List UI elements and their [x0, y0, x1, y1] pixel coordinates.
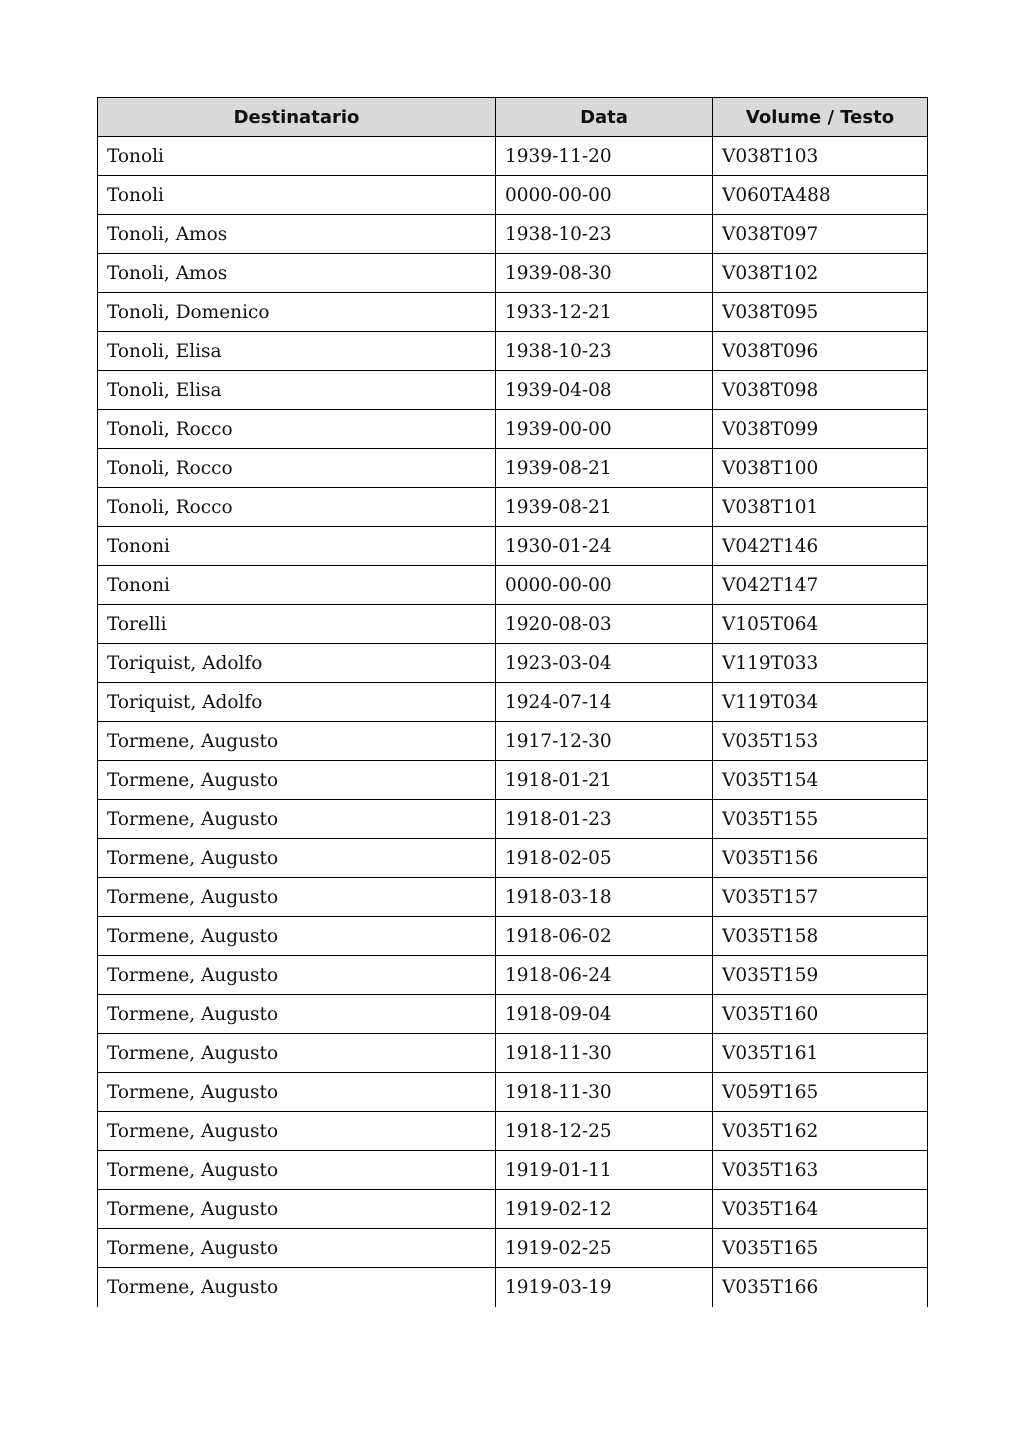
cell-volume-testo: V035T165 [713, 1229, 928, 1268]
table-row [98, 1229, 928, 1268]
cell-data: 1939-00-00 [496, 410, 713, 449]
cell-destinatario: Tononi [98, 527, 496, 566]
cell-data: 1939-08-21 [496, 449, 713, 488]
cell-volume-testo: V059T165 [713, 1073, 928, 1112]
cell-destinatario: Tormene, Augusto [98, 956, 496, 995]
table-row [98, 839, 928, 878]
cell-data: 1933-12-21 [496, 293, 713, 332]
cell-data: 1918-11-30 [496, 1034, 713, 1073]
column-header-volume-testo: Volume / Testo [713, 98, 928, 137]
table-header [98, 98, 928, 137]
cell-destinatario: Tonoli, Amos [98, 215, 496, 254]
table-row [98, 683, 928, 722]
table-body [98, 137, 928, 1307]
cell-data: 1919-03-19 [496, 1268, 713, 1307]
table-row [98, 917, 928, 956]
cell-data: 1919-02-25 [496, 1229, 713, 1268]
cell-volume-testo: V035T164 [713, 1190, 928, 1229]
cell-data: 1919-01-11 [496, 1151, 713, 1190]
cell-volume-testo: V035T154 [713, 761, 928, 800]
column-header-destinatario: Destinatario [98, 98, 496, 137]
table-row [98, 371, 928, 410]
cell-destinatario: Tononi [98, 566, 496, 605]
table-row [98, 956, 928, 995]
column-header-data: Data [496, 98, 713, 137]
table-row [98, 1151, 928, 1190]
cell-destinatario: Tormene, Augusto [98, 995, 496, 1034]
cell-destinatario: Tonoli [98, 137, 496, 176]
cell-data: 1938-10-23 [496, 215, 713, 254]
table-row [98, 449, 928, 488]
cell-volume-testo: V038T100 [713, 449, 928, 488]
cell-volume-testo: V038T099 [713, 410, 928, 449]
cell-volume-testo: V035T161 [713, 1034, 928, 1073]
cell-destinatario: Tormene, Augusto [98, 878, 496, 917]
cell-data: 1939-11-20 [496, 137, 713, 176]
cell-data: 1918-06-02 [496, 917, 713, 956]
cell-destinatario: Tormene, Augusto [98, 800, 496, 839]
table-row [98, 878, 928, 917]
cell-destinatario: Tonoli, Amos [98, 254, 496, 293]
table-row [98, 293, 928, 332]
cell-destinatario: Tormene, Augusto [98, 839, 496, 878]
cell-destinatario: Tonoli, Rocco [98, 449, 496, 488]
letters-table [97, 97, 928, 1307]
cell-volume-testo: V119T034 [713, 683, 928, 722]
table-row [98, 995, 928, 1034]
cell-data: 1924-07-14 [496, 683, 713, 722]
cell-data: 0000-00-00 [496, 176, 713, 215]
cell-volume-testo: V035T166 [713, 1268, 928, 1307]
cell-data: 1918-11-30 [496, 1073, 713, 1112]
cell-data: 0000-00-00 [496, 566, 713, 605]
cell-data: 1918-06-24 [496, 956, 713, 995]
cell-data: 1918-09-04 [496, 995, 713, 1034]
cell-data: 1939-04-08 [496, 371, 713, 410]
cell-volume-testo: V038T097 [713, 215, 928, 254]
table-row [98, 800, 928, 839]
table-row [98, 722, 928, 761]
cell-destinatario: Tonoli, Rocco [98, 488, 496, 527]
cell-data: 1930-01-24 [496, 527, 713, 566]
cell-destinatario: Tormene, Augusto [98, 761, 496, 800]
cell-destinatario: Tormene, Augusto [98, 1151, 496, 1190]
cell-volume-testo: V038T096 [713, 332, 928, 371]
cell-volume-testo: V105T064 [713, 605, 928, 644]
cell-volume-testo: V119T033 [713, 644, 928, 683]
table-row [98, 215, 928, 254]
table-row [98, 605, 928, 644]
table-row [98, 488, 928, 527]
cell-destinatario: Tormene, Augusto [98, 1034, 496, 1073]
cell-volume-testo: V035T153 [713, 722, 928, 761]
cell-volume-testo: V035T162 [713, 1112, 928, 1151]
cell-destinatario: Tormene, Augusto [98, 1112, 496, 1151]
cell-volume-testo: V035T156 [713, 839, 928, 878]
cell-data: 1923-03-04 [496, 644, 713, 683]
cell-volume-testo: V038T103 [713, 137, 928, 176]
table-row [98, 566, 928, 605]
table-row [98, 527, 928, 566]
table-row [98, 1190, 928, 1229]
table-row [98, 1112, 928, 1151]
table-row [98, 644, 928, 683]
cell-destinatario: Tonoli, Elisa [98, 332, 496, 371]
cell-destinatario: Tormene, Augusto [98, 1268, 496, 1307]
cell-volume-testo: V035T157 [713, 878, 928, 917]
cell-volume-testo: V060TA488 [713, 176, 928, 215]
cell-volume-testo: V038T095 [713, 293, 928, 332]
cell-data: 1917-12-30 [496, 722, 713, 761]
cell-data: 1939-08-21 [496, 488, 713, 527]
cell-destinatario: Tonoli, Domenico [98, 293, 496, 332]
cell-destinatario: Tormene, Augusto [98, 917, 496, 956]
cell-volume-testo: V038T101 [713, 488, 928, 527]
table-row [98, 1034, 928, 1073]
document-page [97, 97, 927, 1307]
table-row [98, 137, 928, 176]
cell-destinatario: Tonoli, Rocco [98, 410, 496, 449]
cell-data: 1938-10-23 [496, 332, 713, 371]
cell-destinatario: Torelli [98, 605, 496, 644]
cell-data: 1939-08-30 [496, 254, 713, 293]
table-row [98, 761, 928, 800]
table-row [98, 176, 928, 215]
cell-data: 1920-08-03 [496, 605, 713, 644]
cell-volume-testo: V042T147 [713, 566, 928, 605]
cell-data: 1918-02-05 [496, 839, 713, 878]
cell-volume-testo: V038T102 [713, 254, 928, 293]
cell-destinatario: Tormene, Augusto [98, 1073, 496, 1112]
cell-data: 1918-01-23 [496, 800, 713, 839]
table-row [98, 1073, 928, 1112]
cell-destinatario: Toriquist, Adolfo [98, 644, 496, 683]
cell-volume-testo: V035T158 [713, 917, 928, 956]
cell-destinatario: Tormene, Augusto [98, 722, 496, 761]
table-row [98, 254, 928, 293]
cell-destinatario: Tormene, Augusto [98, 1190, 496, 1229]
header-row [98, 98, 928, 137]
cell-destinatario: Tonoli [98, 176, 496, 215]
cell-volume-testo: V035T160 [713, 995, 928, 1034]
table-row [98, 1268, 928, 1307]
cell-volume-testo: V042T146 [713, 527, 928, 566]
cell-volume-testo: V038T098 [713, 371, 928, 410]
cell-volume-testo: V035T163 [713, 1151, 928, 1190]
table-row [98, 332, 928, 371]
cell-destinatario: Tormene, Augusto [98, 1229, 496, 1268]
table-row [98, 410, 928, 449]
cell-volume-testo: V035T155 [713, 800, 928, 839]
cell-data: 1918-03-18 [496, 878, 713, 917]
cell-destinatario: Tonoli, Elisa [98, 371, 496, 410]
cell-destinatario: Toriquist, Adolfo [98, 683, 496, 722]
cell-data: 1918-01-21 [496, 761, 713, 800]
cell-volume-testo: V035T159 [713, 956, 928, 995]
cell-data: 1919-02-12 [496, 1190, 713, 1229]
cell-data: 1918-12-25 [496, 1112, 713, 1151]
